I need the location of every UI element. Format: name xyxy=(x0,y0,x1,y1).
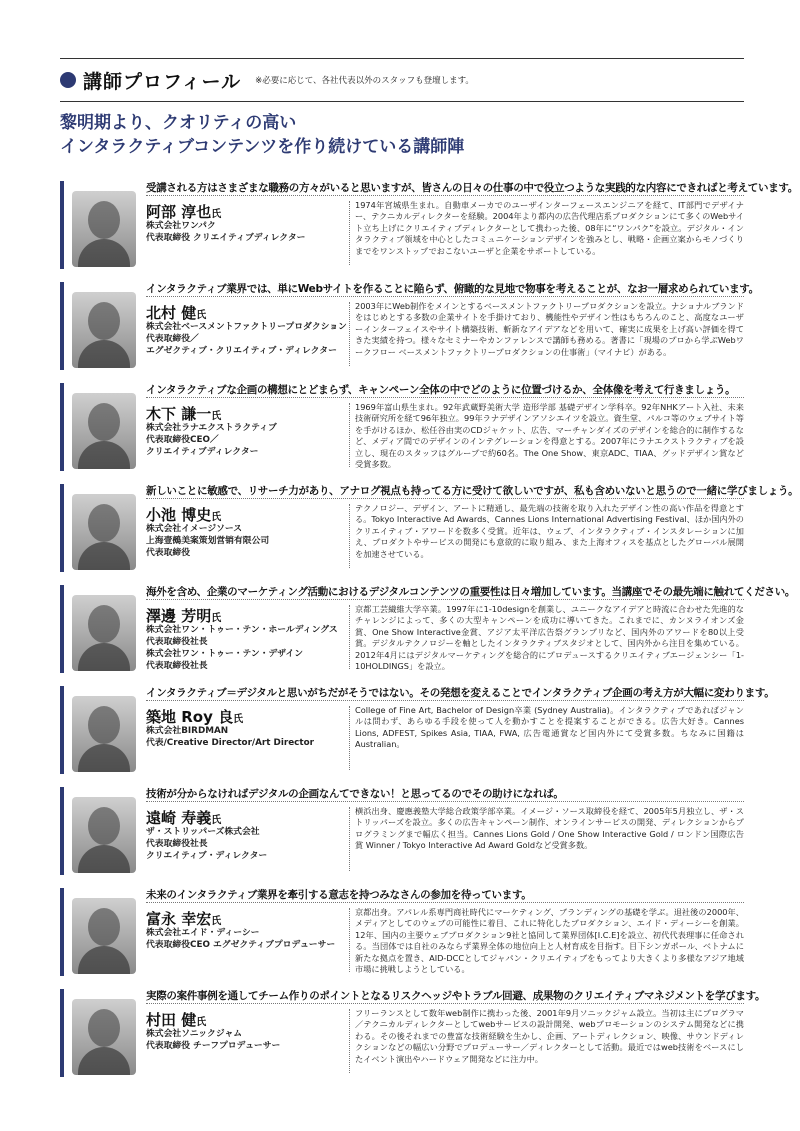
affiliation-line: ザ・ストリッパーズ株式会社 xyxy=(146,827,260,837)
instructor-bio: 京都出身。アパレル系専門商社時代にマーケティング、ブランディングの基礎を学ぶ。退社後の2000年、メディアとしてのウェブの可能性に着目、これに特化したプロダクション、エイド・ディーシーを創業。12年、国内の主要ウェブプロダクション9社と協同して業界団体[I.C.E]を設立、初代代表理事に任命される。当団体では自社のみならず業界全体の地位向上と人材育成を目指す。目下シンガポール、ベトナムに新たな拠点を置き、AID-DCCとしてジャパン・クリエイティブをもってより大きくより多様なアジア地域市場に挑戦しようとしている。 xyxy=(355,907,744,975)
affiliation-line: 代表取締役CEO エグゼクティブプロデューサー xyxy=(146,940,336,950)
instructor-name-text: 遠崎 寿義 xyxy=(146,809,212,827)
instructor-entry xyxy=(60,383,744,471)
honorific: 氏 xyxy=(211,916,222,927)
instructor-tagline: インタラクティブ業界では、単にWebサイトを作ることに陥らず、俯瞰的な見地で物事を考えることが、なお一層求められています。 xyxy=(146,283,759,295)
affiliation-line: 株式会社ベースメントファクトリープロダクション xyxy=(146,322,347,332)
honorific: 氏 xyxy=(211,411,222,422)
instructor-name-text: 小池 博史 xyxy=(146,506,212,524)
instructor-tagline: インタラクティブな企画の構想にとどまらず、キャンペーン全体の中でどのように位置づけるか、全体像を考えて行きましょう。 xyxy=(146,384,736,396)
top-rule xyxy=(60,58,744,59)
instructor-bio: 2003年にWeb制作をメインとするベースメントファクトリープロダクションを設立。ナショナルブランドをはじめとする多数の企業サイトを手掛けており、機能性やデザイン性はもちろんのこと、高度なユーザーインターフェイスやサイト構築技術、斬新なアイデアなどを用いて、確実に成果を上げ高い評価を得てきた実績を持つ。様々なセミナーやカンファレンスで講師も務める。著書に「現場のプロから学ぶWebワークフロー ベースメントファクトリープロダクションの仕事術」（マイナビ）がある。 xyxy=(355,301,744,357)
dotted-column-rule xyxy=(349,807,350,871)
instructor-name-text: 北村 健 xyxy=(146,304,197,322)
instructor-name xyxy=(146,1009,206,1030)
instructor-name-text: 澤邊 芳明 xyxy=(146,607,212,625)
honorific: 氏 xyxy=(211,209,222,220)
headline-line-2: インタラクティブコンテンツを作り続けている講師陣 xyxy=(60,137,465,157)
instructor-affiliation xyxy=(146,1028,351,1052)
affiliation-line: 株式会社BIRDMAN xyxy=(146,726,229,736)
dotted-column-rule xyxy=(349,706,350,770)
instructor-entry xyxy=(60,181,798,269)
accent-bar xyxy=(60,585,64,673)
instructor-photo xyxy=(72,797,136,873)
section-note: ※必要に応じて、各社代表以外のスタッフも登壇します。 xyxy=(255,76,474,86)
instructor-photo xyxy=(72,595,136,671)
honorific: 氏 xyxy=(211,613,222,624)
instructor-tagline: 未来のインタラクティブ業界を牽引する意志を持つみなさんの参加を待っています。 xyxy=(146,889,532,901)
instructor-tagline: 技術が分からなければデジタルの企画なんてできない！と思ってるのでその助けになれば。 xyxy=(146,788,564,800)
affiliation-line: 株式会社イメージソース xyxy=(146,524,243,534)
dotted-column-rule xyxy=(349,908,350,972)
instructor-bio: 横浜出身、慶應義塾大学総合政策学部卒業。イメージ・ソース取締役を経て、2005年5月独立し、ザ・ストリッパーズを設立。多くの広告キャンペーン制作、オンラインサービスの開発、ディレクションからプログラミングまで幅広く担当。Cannes Lions Gold / One Show Interactive Gold / ロンドン国際広告賞 Winner / Tokyo Interactive Ad Award Goldなど受賞多数。 xyxy=(355,806,744,851)
instructor-name-text: 富永 幸宏 xyxy=(146,910,212,928)
instructor-affiliation xyxy=(146,826,351,862)
instructor-affiliation xyxy=(146,725,351,749)
accent-bar xyxy=(60,484,64,572)
affiliation-line: 株式会社ワン・トゥー・テン・ホールディングス xyxy=(146,625,338,635)
dotted-column-rule xyxy=(349,302,350,366)
headline-line-1: 黎明期より、クオリティの高い xyxy=(60,113,297,133)
affiliation-line: クリエイティブディレクター xyxy=(146,447,259,457)
accent-bar xyxy=(60,282,64,370)
accent-bar xyxy=(60,383,64,471)
instructor-photo xyxy=(72,999,136,1075)
dotted-column-rule xyxy=(349,605,350,669)
affiliation-line: 代表取締役 xyxy=(146,548,190,558)
instructor-name xyxy=(146,201,221,222)
instructor-bio: テクノロジー、デザイン、アートに精通し、最先端の技術を取り入れたデザイン性の高い作品を得意とする。Tokyo Interactive Ad Awards、Cannes Lions International Advertising Festival、ほか国内外のクリエイティブ・アワードを数多く受賞。近年は、ウェブ、インタラクティブ・インスタレーションに加え、プロダクトやサービスの開発にも意欲的に取り組み、また上海オフィスを基点としたグローバル展開を加速させている。 xyxy=(355,503,744,559)
instructor-photo xyxy=(72,696,136,772)
bullet-icon xyxy=(60,72,76,88)
dotted-column-rule xyxy=(349,201,350,265)
affiliation-line: 株式会社ラナエクストラクティブ xyxy=(146,423,277,433)
instructor-name xyxy=(146,302,206,323)
affiliation-line: 株式会社エイド・ディーシー xyxy=(146,928,260,938)
dotted-divider xyxy=(146,902,744,903)
section-title: 講師プロフィール xyxy=(83,70,242,93)
header-rule xyxy=(60,101,744,102)
dotted-divider xyxy=(146,700,744,701)
honorific: 氏 xyxy=(233,714,244,725)
instructor-entry xyxy=(60,585,796,673)
instructor-name xyxy=(146,504,221,525)
instructor-bio: フリーランスとして数年web制作に携わった後、2001年9月ソニックジャム設立。当初は主にプログラマ／テクニカルディレクターとしてwebサービスの設計開発、webプロモーションのシステム開発などに携わる。その後それまでの豊富な技術経験を生かし、企画、アートディレクション、映像、サウンドディレクションなどの幅広い分野でプロデューサー／ディレクターとして活動。最近ではweb技術をベースにしたイベント演出やハードウェア開発などに注力中。 xyxy=(355,1008,744,1064)
instructor-bio: 1974年宮城県生まれ。自動車メーカでのユーザインターフェースエンジニアを経て、IT部門でデザイナー、テクニカルディレクターを経験。2004年より都内の広告代理店系プロダクションにて多くのWebサイト立ち上げにクリエイティブディレクターとして携わった後、08年に“ワンパク”を設立。デジタル・インタラクティブ領域を中心としたコミュニケーションデザインを強みとし、戦略・企画立案からモノづくりまでをワンストップでおこないユーザと企業をサポートしている。 xyxy=(355,200,744,256)
instructor-tagline: インタラクティブ＝デジタルと思いがちだがそうではない。その発想を変えることでインタラクティブ企画の考え方が大幅に変わります。 xyxy=(146,687,775,699)
honorific: 氏 xyxy=(211,815,222,826)
section-header xyxy=(60,66,474,94)
instructor-photo xyxy=(72,393,136,469)
dotted-column-rule xyxy=(349,403,350,467)
instructor-photo xyxy=(72,898,136,974)
affiliation-line: 株式会社ソニックジャム xyxy=(146,1029,243,1039)
instructor-bio: 京都工芸繊維大学卒業。1997年に1-10designを創業し、ユニークなアイデアと時流に合わせた先進的なチャレンジによって、多くの大型キャンペーンを成功に導いてきた。これまでに、カンヌライオンズ金賞、One Show Interactive金賞、アジア太平洋広告祭グランプリなど、国内外のアワードを80以上受賞。デジタルテクノロジーを軸としたインタラクティブスタジオとして、国内外から注目を集めている。2012年4月にはデジタルマーケティングを総合的にプロデュースするクリエイティブエージェンシー「1-10HOLDINGS」を設立。 xyxy=(355,604,744,672)
affiliation-line: エグゼクティブ・クリエイティブ・ディレクター xyxy=(146,346,337,356)
instructor-affiliation xyxy=(146,220,351,244)
accent-bar xyxy=(60,787,64,875)
instructor-entry xyxy=(60,787,744,875)
affiliation-line: 上海壹鵺美案策划営销有限公司 xyxy=(146,536,270,546)
affiliation-line: 代表取締役社長 xyxy=(146,637,208,647)
instructor-name-text: 木下 謙一 xyxy=(146,405,212,423)
instructor-entry xyxy=(60,888,744,976)
instructor-affiliation xyxy=(146,321,351,357)
instructor-affiliation xyxy=(146,624,351,672)
instructor-name xyxy=(146,908,221,929)
instructor-photo xyxy=(72,292,136,368)
affiliation-line: 代表取締役社長 xyxy=(146,839,208,849)
accent-bar xyxy=(60,686,64,774)
instructor-affiliation xyxy=(146,927,351,951)
instructor-affiliation xyxy=(146,523,351,559)
dotted-divider xyxy=(146,397,744,398)
honorific: 氏 xyxy=(196,1017,207,1028)
affiliation-line: 代表取締役 クリエイティブディレクター xyxy=(146,233,306,243)
accent-bar xyxy=(60,888,64,976)
instructor-name xyxy=(146,403,221,424)
instructor-bio: 1969年富山県生まれ。92年武蔵野美術大学 造形学部 基礎デザイン学科卒。92年NHKアート入社、未来技術研究所を経て96年独立。99年ラナデザインアソシエイツを設立。資生堂、パルコ等のウェブサイト等を手がけるほか、松任谷由実のCDジャケット、広告、マーチャンダイズのデザインを総合的に制作するなど、メディア間でのデザインのインテグレーションを得意とする。2007年にラナエクストラクティブを設立し、現在のスタッフはグループで約60名。The One Show、東京ADC、TIAA、グッドデザイン賞など受賞多数。 xyxy=(355,402,744,470)
headline xyxy=(60,111,464,159)
affiliation-line: クリエイティブ・ディレクター xyxy=(146,851,268,861)
instructor-photo xyxy=(72,494,136,570)
dotted-divider xyxy=(146,195,744,196)
instructor-tagline: 新しいことに敏感で、リサーチ力があり、アナログ視点も持ってる方に受けて欲しいですが、私も含めいないと思うので一緒に学びましょう。 xyxy=(146,485,799,497)
honorific: 氏 xyxy=(196,310,207,321)
affiliation-line: 株式会社ワンパク xyxy=(146,221,216,231)
instructor-entry xyxy=(60,484,799,572)
dotted-divider xyxy=(146,599,744,600)
affiliation-line: 株式会社ワン・トゥー・テン・デザイン xyxy=(146,649,304,659)
instructor-bio: College of Fine Art, Bachelor of Design卒業 (Sydney Australia)。インタラクティブであればジャンルは問わず、あらゆる手段を使って人を動かすことを提案することができる。広告大好き。Cannes Lions, ADFEST, Spikes Asia, TIAA, FWA, 広告電通賞など国内外にて受賞多数。ちなみに国籍はAustralian。 xyxy=(355,705,744,750)
instructor-tagline: 受講される方はさまざまな職務の方々がいると思いますが、皆さんの日々の仕事の中で役立つような実践的な内容にできればと考えています。 xyxy=(146,182,798,194)
accent-bar xyxy=(60,989,64,1077)
dotted-divider xyxy=(146,296,744,297)
instructor-name xyxy=(146,706,243,727)
dotted-column-rule xyxy=(349,1009,350,1073)
accent-bar xyxy=(60,181,64,269)
dotted-column-rule xyxy=(349,504,350,568)
honorific: 氏 xyxy=(211,512,222,523)
instructor-name-text: 村田 健 xyxy=(146,1011,197,1029)
affiliation-line: 代表取締役CEO／ xyxy=(146,435,219,445)
instructor-entry xyxy=(60,686,775,774)
dotted-divider xyxy=(146,801,744,802)
instructor-name xyxy=(146,605,221,626)
instructor-tagline: 実際の案件事例を通してチーム作りのポイントとなるリスクヘッジやトラブル回避、成果物のクリエイティブマネジメントを学びます。 xyxy=(146,990,766,1002)
affiliation-line: 代表取締役社長 xyxy=(146,661,208,671)
instructor-entry xyxy=(60,282,759,370)
instructor-photo xyxy=(72,191,136,267)
dotted-divider xyxy=(146,498,744,499)
dotted-divider xyxy=(146,1003,744,1004)
affiliation-line: 代表取締役／ xyxy=(146,334,199,344)
instructor-name-text: 阿部 淳也 xyxy=(146,203,212,221)
affiliation-line: 代表/Creative Director/Art Director xyxy=(146,738,314,748)
instructor-affiliation xyxy=(146,422,351,458)
instructor-name-text: 築地 Roy 良 xyxy=(146,708,234,726)
instructor-entry xyxy=(60,989,766,1077)
instructor-tagline: 海外を含め、企業のマーケティング活動におけるデジタルコンテンツの重要性は日々増加しています。当講座でその最先端に触れてください。 xyxy=(146,586,796,598)
affiliation-line: 代表取締役 チーフプロデューサー xyxy=(146,1041,281,1051)
instructor-name xyxy=(146,807,221,828)
